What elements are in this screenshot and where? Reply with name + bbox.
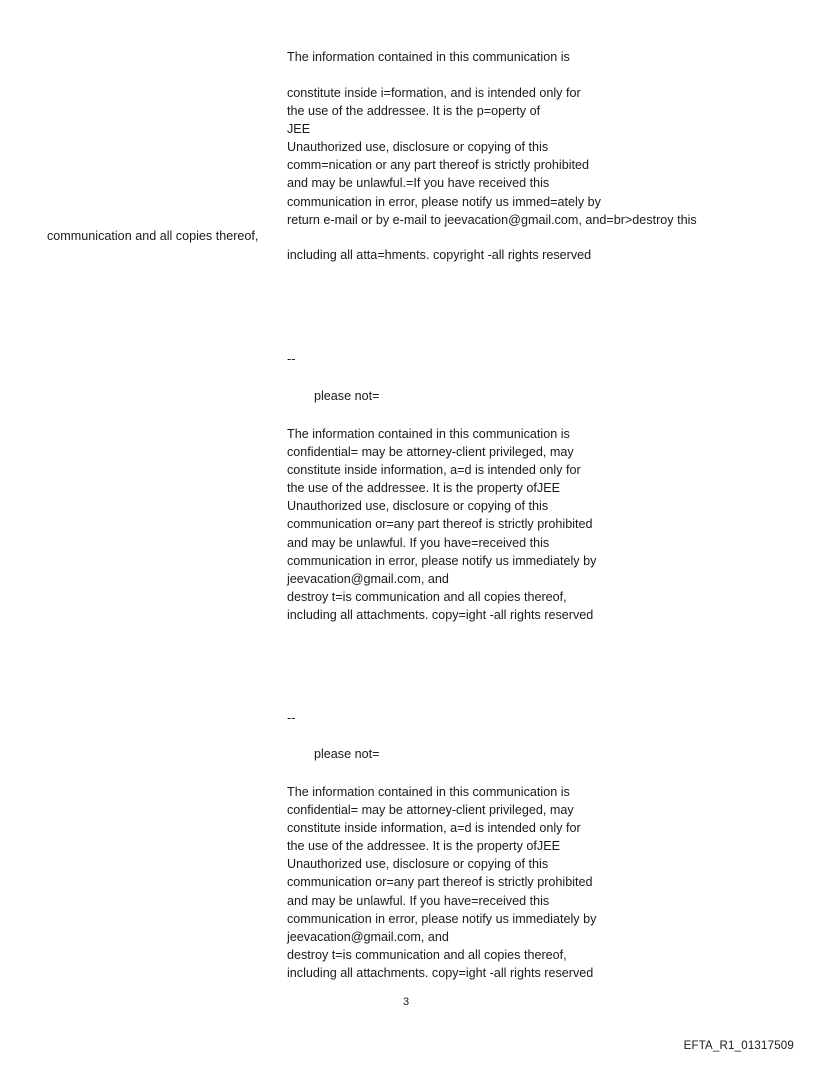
disclaimer-line: the use of the addressee. It is the p=operty of [287, 104, 541, 119]
signature-separator: -- [287, 711, 296, 725]
disclaimer-line: destroy t=is communication and all copies thereof, [287, 589, 567, 604]
disclaimer-line: The information contained in this communication is [287, 427, 570, 441]
note-line: please not= [314, 747, 380, 761]
signature-separator: -- [287, 352, 296, 366]
disclaimer-line: JEE [287, 122, 311, 137]
document-id: EFTA_R1_01317509 [683, 1040, 794, 1052]
disclaimer-intro-line: The information contained in this communication is [287, 50, 570, 64]
disclaimer-line: including all attachments. copy=ight -all rights reserved [287, 965, 594, 980]
disclaimer-first-intro-block [287, 48, 757, 66]
disclaimer-line: the use of the addressee. It is the property ofJEE [287, 481, 561, 496]
disclaimer-line: communication or=any part thereof is strictly prohibited [287, 517, 593, 532]
disclaimer-line: communication or=any part thereof is strictly prohibited [287, 875, 593, 890]
disclaimer-line: jeevacation@gmail.com, and [287, 571, 449, 586]
disclaimer-line: and may be unlawful. If you have=received this [287, 893, 550, 908]
disclaimer-line: communication in error, please notify us immediately by [287, 911, 597, 926]
disclaimer-line: Unauthorized use, disclosure or copying of this [287, 499, 549, 514]
page-number: 3 [403, 996, 410, 1008]
disclaimer-outdented-line: communication and all copies thereof, [47, 229, 259, 243]
disclaimer-line: jeevacation@gmail.com, and [287, 929, 449, 944]
disclaimer-line: communication in error, please notify us immediately by [287, 553, 597, 568]
disclaimer-second-block [287, 425, 757, 624]
disclaimer-line: destroy t=is communication and all copies thereof, [287, 947, 567, 962]
disclaimer-line: constitute inside i=formation, and is intended only for [287, 86, 581, 100]
disclaimer-first-last-block [287, 246, 757, 264]
disclaimer-line: confidential= may be attorney-client privileged, may [287, 803, 574, 818]
disclaimer-line: including all attachments. copy=ight -all rights reserved [287, 607, 594, 622]
disclaimer-line: Unauthorized use, disclosure or copying of this [287, 857, 549, 872]
disclaimer-third-block [287, 783, 757, 982]
disclaimer-line: constitute inside information, a=d is intended only for [287, 821, 581, 836]
disclaimer-line: return e-mail or by e-mail to jeevacation@gmail.com, and=br>destroy this [287, 212, 697, 227]
disclaimer-first-block [287, 84, 757, 229]
disclaimer-line: constitute inside information, a=d is intended only for [287, 463, 581, 478]
disclaimer-line: Unauthorized use, disclosure or copying of this [287, 140, 549, 155]
disclaimer-line: The information contained in this communication is [287, 785, 570, 799]
disclaimer-line: including all atta=hments. copyright -all rights reserved [287, 248, 592, 262]
disclaimer-line: and may be unlawful. If you have=received this [287, 535, 550, 550]
disclaimer-line: confidential= may be attorney-client privileged, may [287, 445, 574, 460]
disclaimer-line: the use of the addressee. It is the property ofJEE [287, 839, 561, 854]
note-line: please not= [314, 389, 380, 403]
disclaimer-line: and may be unlawful.=If you have received this [287, 176, 550, 191]
disclaimer-line: communication in error, please notify us immed=ately by [287, 194, 601, 209]
disclaimer-line: comm=nication or any part thereof is strictly prohibited [287, 158, 590, 173]
